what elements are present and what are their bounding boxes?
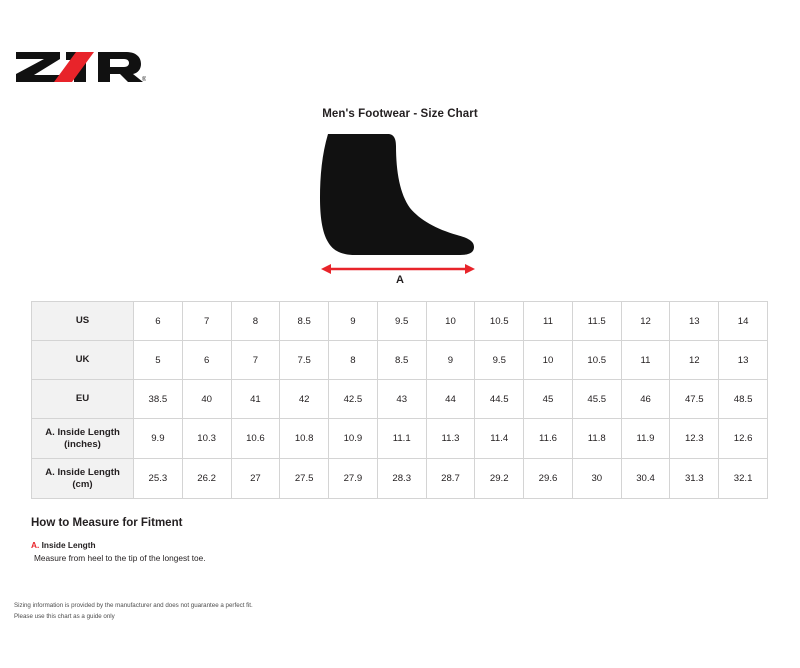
table-row bbox=[32, 459, 768, 499]
row-header-line1: A. Inside Length bbox=[45, 466, 120, 478]
z1r-logo bbox=[14, 50, 146, 84]
table-cell: 29.6 bbox=[524, 459, 573, 499]
table-cell: 12 bbox=[621, 302, 670, 341]
table-cell: 11.4 bbox=[475, 419, 524, 459]
table-cell: 10.5 bbox=[475, 302, 524, 341]
how-to-measure-item bbox=[31, 540, 631, 563]
row-header-line2: (inches) bbox=[64, 438, 101, 450]
table-cell: 12 bbox=[670, 341, 719, 380]
how-to-measure-section bbox=[31, 517, 631, 563]
measure-label-text: Inside Length bbox=[41, 540, 96, 550]
table-cell: 8.5 bbox=[377, 341, 426, 380]
row-header-inside-length-cm bbox=[32, 459, 134, 499]
table-cell: 8 bbox=[231, 302, 280, 341]
row-header-eu: EU bbox=[32, 380, 134, 419]
table-cell: 11.6 bbox=[524, 419, 573, 459]
table-cell: 27 bbox=[231, 459, 280, 499]
measure-label-a: A bbox=[396, 274, 404, 286]
table-cell: 9.5 bbox=[377, 302, 426, 341]
table-cell: 28.3 bbox=[377, 459, 426, 499]
table-cell: 6 bbox=[134, 302, 183, 341]
table-cell: 43 bbox=[377, 380, 426, 419]
table-row bbox=[32, 419, 768, 459]
table-cell: 8 bbox=[329, 341, 378, 380]
table-cell: 13 bbox=[670, 302, 719, 341]
table-cell: 38.5 bbox=[134, 380, 183, 419]
table-cell: 7.5 bbox=[280, 341, 329, 380]
table-cell: 27.9 bbox=[329, 459, 378, 499]
row-header-line1: A. Inside Length bbox=[45, 426, 120, 438]
table-row bbox=[32, 341, 768, 380]
table-cell: 12.6 bbox=[719, 419, 768, 459]
table-cell: 11.5 bbox=[572, 302, 621, 341]
row-header-inside-length-inches bbox=[32, 419, 134, 459]
how-to-measure-item-description: Measure from heel to the tip of the longest toe. bbox=[34, 553, 206, 563]
table-cell: 41 bbox=[231, 380, 280, 419]
table-cell: 28.7 bbox=[426, 459, 475, 499]
table-cell: 29.2 bbox=[475, 459, 524, 499]
table-cell: 47.5 bbox=[670, 380, 719, 419]
table-cell: 8.5 bbox=[280, 302, 329, 341]
table-cell: 10.5 bbox=[572, 341, 621, 380]
table-cell: 48.5 bbox=[719, 380, 768, 419]
table-cell: 31.3 bbox=[670, 459, 719, 499]
table-cell: 13 bbox=[719, 341, 768, 380]
table-cell: 25.3 bbox=[134, 459, 183, 499]
table-cell: 11.9 bbox=[621, 419, 670, 459]
table-cell: 42 bbox=[280, 380, 329, 419]
table-cell: 30.4 bbox=[621, 459, 670, 499]
table-cell: 11 bbox=[621, 341, 670, 380]
row-header-us: US bbox=[32, 302, 134, 341]
page-title: Men's Footwear - Size Chart bbox=[322, 108, 478, 120]
table-cell: 10.8 bbox=[280, 419, 329, 459]
table-cell: 11.8 bbox=[572, 419, 621, 459]
size-chart-table bbox=[31, 301, 768, 499]
disclaimer bbox=[14, 601, 534, 623]
table-cell: 27.5 bbox=[280, 459, 329, 499]
row-header-line2: (cm) bbox=[72, 478, 93, 490]
table-cell: 46 bbox=[621, 380, 670, 419]
table-cell: 11.1 bbox=[377, 419, 426, 459]
table-cell: 9 bbox=[329, 302, 378, 341]
foot-illustration bbox=[300, 128, 500, 288]
table-cell: 30 bbox=[572, 459, 621, 499]
table-cell: 45 bbox=[524, 380, 573, 419]
svg-text:®: ® bbox=[142, 77, 146, 83]
table-cell: 10.6 bbox=[231, 419, 280, 459]
table-cell: 14 bbox=[719, 302, 768, 341]
table-cell: 9 bbox=[426, 341, 475, 380]
disclaimer-line-2: Please use this chart as a guide only bbox=[14, 612, 115, 620]
table-cell: 10 bbox=[524, 341, 573, 380]
table-cell: 10 bbox=[426, 302, 475, 341]
table-cell: 9.9 bbox=[134, 419, 183, 459]
table-cell: 44 bbox=[426, 380, 475, 419]
table-cell: 42.5 bbox=[329, 380, 378, 419]
table-cell: 7 bbox=[231, 341, 280, 380]
table-cell: 45.5 bbox=[572, 380, 621, 419]
row-header-uk: UK bbox=[32, 341, 134, 380]
table-cell: 6 bbox=[182, 341, 231, 380]
table-row bbox=[32, 302, 768, 341]
table-cell: 26.2 bbox=[182, 459, 231, 499]
how-to-measure-title: How to Measure for Fitment bbox=[31, 517, 183, 529]
measure-mark-a: A. bbox=[31, 540, 40, 550]
table-cell: 10.3 bbox=[182, 419, 231, 459]
table-cell: 9.5 bbox=[475, 341, 524, 380]
disclaimer-line-1: Sizing information is provided by the manufacturer and does not guarantee a perfect fit. bbox=[14, 602, 253, 609]
table-cell: 11.3 bbox=[426, 419, 475, 459]
table-cell: 11 bbox=[524, 302, 573, 341]
table-cell: 5 bbox=[134, 341, 183, 380]
table-cell: 7 bbox=[182, 302, 231, 341]
table-cell: 32.1 bbox=[719, 459, 768, 499]
table-cell: 40 bbox=[182, 380, 231, 419]
table-cell: 10.9 bbox=[329, 419, 378, 459]
table-cell: 44.5 bbox=[475, 380, 524, 419]
how-to-measure-item-label bbox=[31, 540, 631, 550]
table-row bbox=[32, 380, 768, 419]
table-cell: 12.3 bbox=[670, 419, 719, 459]
